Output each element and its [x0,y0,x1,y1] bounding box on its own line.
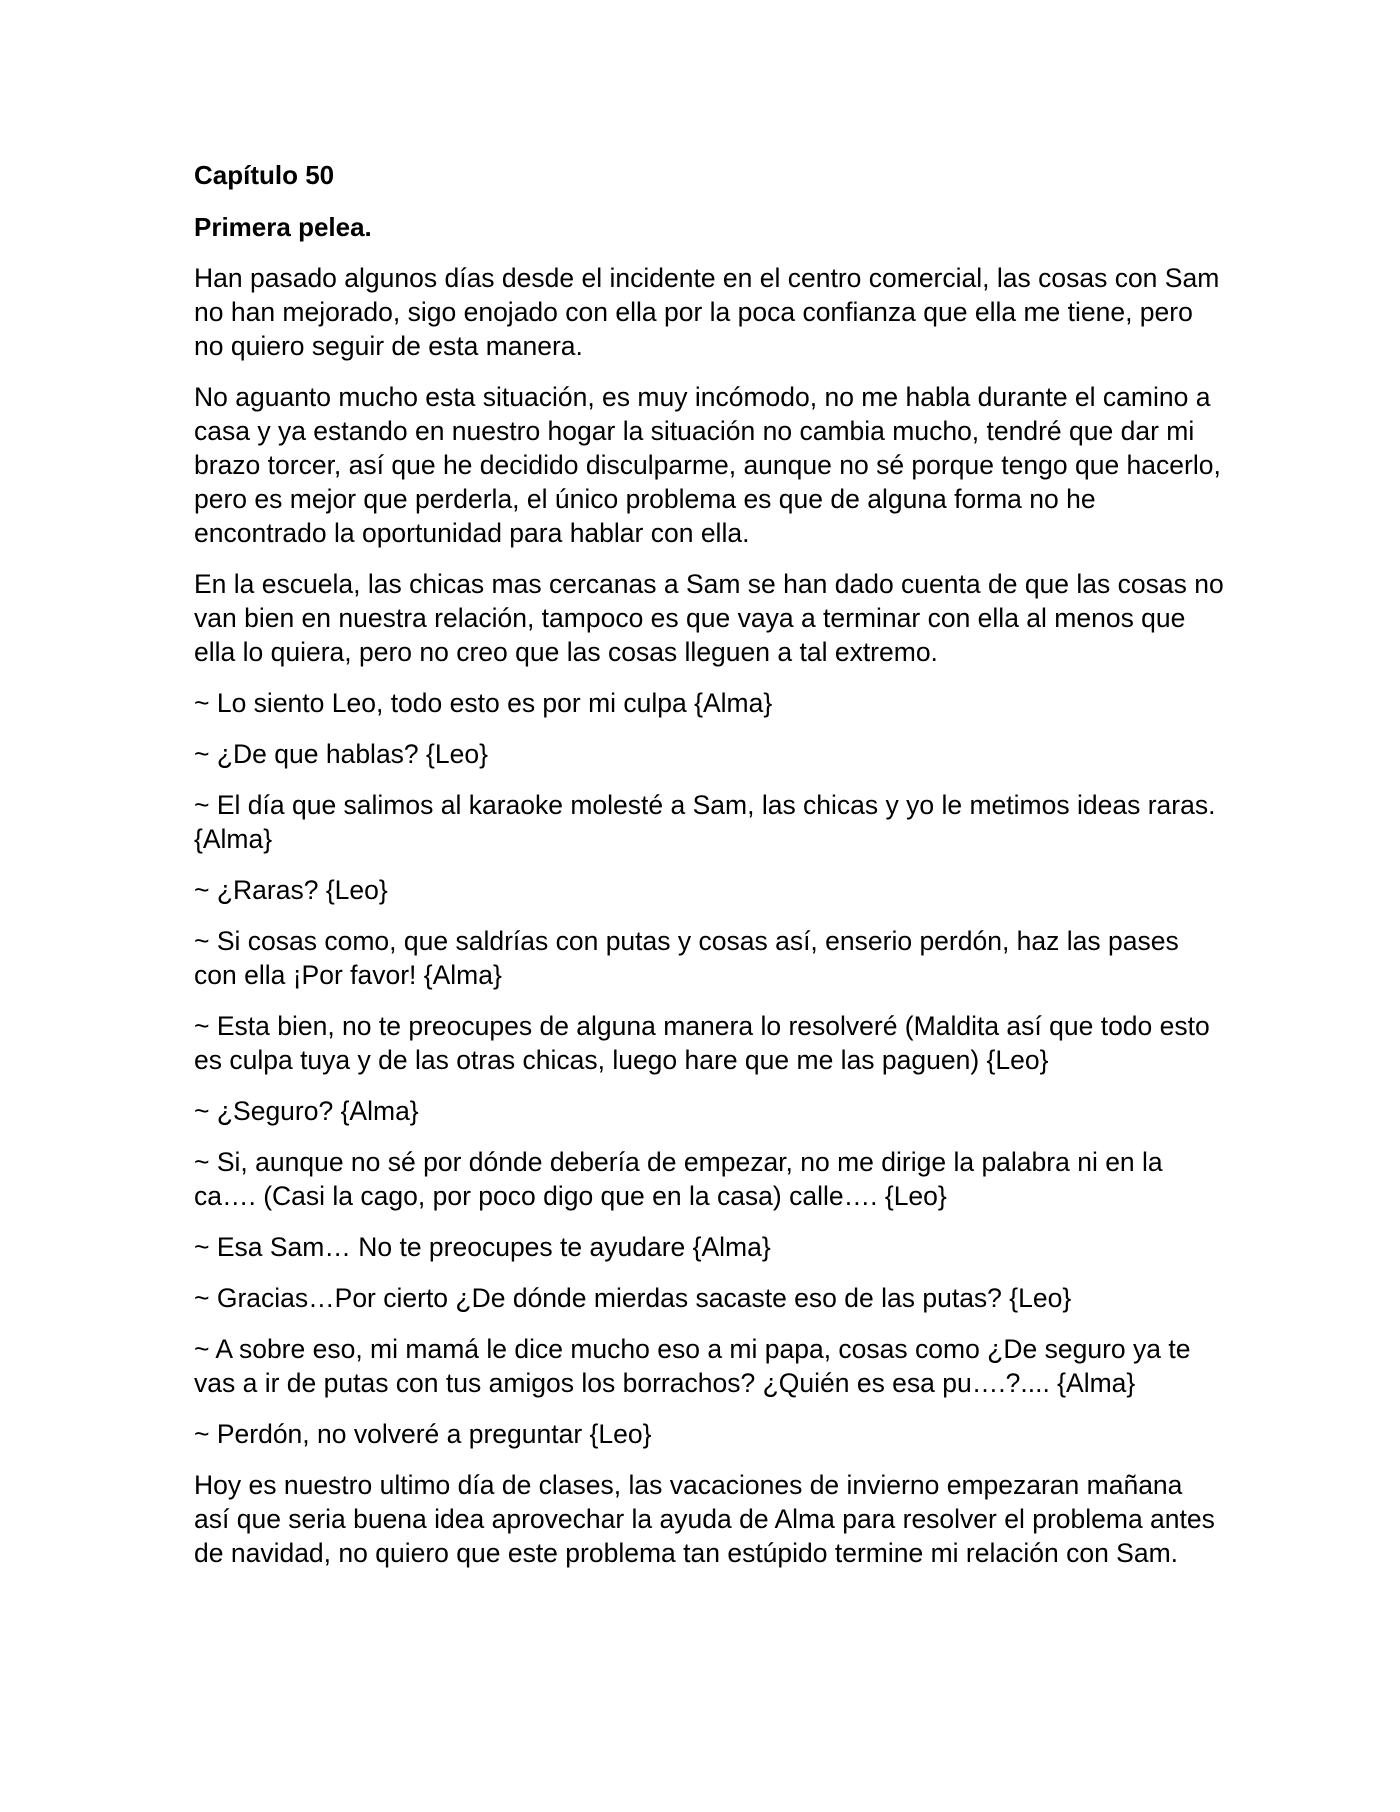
dialogue-line: ~ Si, aunque no sé por dónde debería de empezar, no me dirige la palabra ni en la ca…. (Casi la cago, por poco digo que en la casa) calle…. {Leo} [194,1147,1163,1211]
document-page [194,158,1224,1587]
dialogue-line: ~ Lo siento Leo, todo esto es por mi culpa {Alma} [194,688,773,718]
dialogue-line: ~ ¿Seguro? {Alma} [194,1096,419,1126]
chapter-title: Capítulo 50 [194,160,335,190]
paragraph-closing: Hoy es nuestro ultimo día de clases, las vacaciones de invierno empezaran mañana así que seria buena idea aprovechar la ayuda de Alma para resolver el problema antes de navidad, no quiero que este problema tan estúpido termine mi relación con Sam. [194,1470,1215,1568]
paragraph-3: En la escuela, las chicas mas cercanas a Sam se han dado cuenta de que las cosas no van bien en nuestra relación, tampoco es que vaya a terminar con ella al menos que ella lo quiera, pero no creo que las cosas lleguen a tal extremo. [194,569,1224,667]
section-title: Primera pelea. [194,212,372,242]
dialogue-line: ~ Perdón, no volveré a preguntar {Leo} [194,1419,652,1449]
dialogue-line: ~ Esta bien, no te preocupes de alguna manera lo resolveré (Maldita así que todo esto es culpa tuya y de las otras chicas, luego hare que me las paguen) {Leo} [194,1011,1210,1075]
dialogue-line: ~ Esa Sam… No te preocupes te ayudare {Alma} [194,1232,771,1262]
dialogue-line: ~ A sobre eso, mi mamá le dice mucho eso a mi papa, cosas como ¿De seguro ya te vas a ir de putas con tus amigos los borrachos? ¿Quién es esa pu….?.... {Alma} [194,1334,1191,1398]
dialogue-line: ~ ¿Raras? {Leo} [194,875,388,905]
paragraph-1: Han pasado algunos días desde el incidente en el centro comercial, las cosas con Sam no han mejorado, sigo enojado con ella por la poca confianza que ella me tiene, pero no quiero seguir de esta manera. [194,263,1220,361]
dialogue-line: ~ Si cosas como, que saldrías con putas y cosas así, enserio perdón, haz las pases con ella ¡Por favor! {Alma} [194,926,1179,990]
paragraph-2: No aguanto mucho esta situación, es muy incómodo, no me habla durante el camino a casa y ya estando en nuestro hogar la situación no cambia mucho, tendré que dar mi brazo torcer, así que he decidido disculparme, aunque no sé porque tengo que hacerlo, pero es mejor que perderla, el único problema es que de alguna forma no he encontrado la oportunidad para hablar con ella. [194,382,1221,548]
dialogue-line: ~ ¿De que hablas? {Leo} [194,739,488,769]
dialogue-line: ~ El día que salimos al karaoke molesté a Sam, las chicas y yo le metimos ideas raras. {Alma} [194,790,1216,854]
dialogue-line: ~ Gracias…Por cierto ¿De dónde mierdas sacaste eso de las putas? {Leo} [194,1283,1072,1313]
